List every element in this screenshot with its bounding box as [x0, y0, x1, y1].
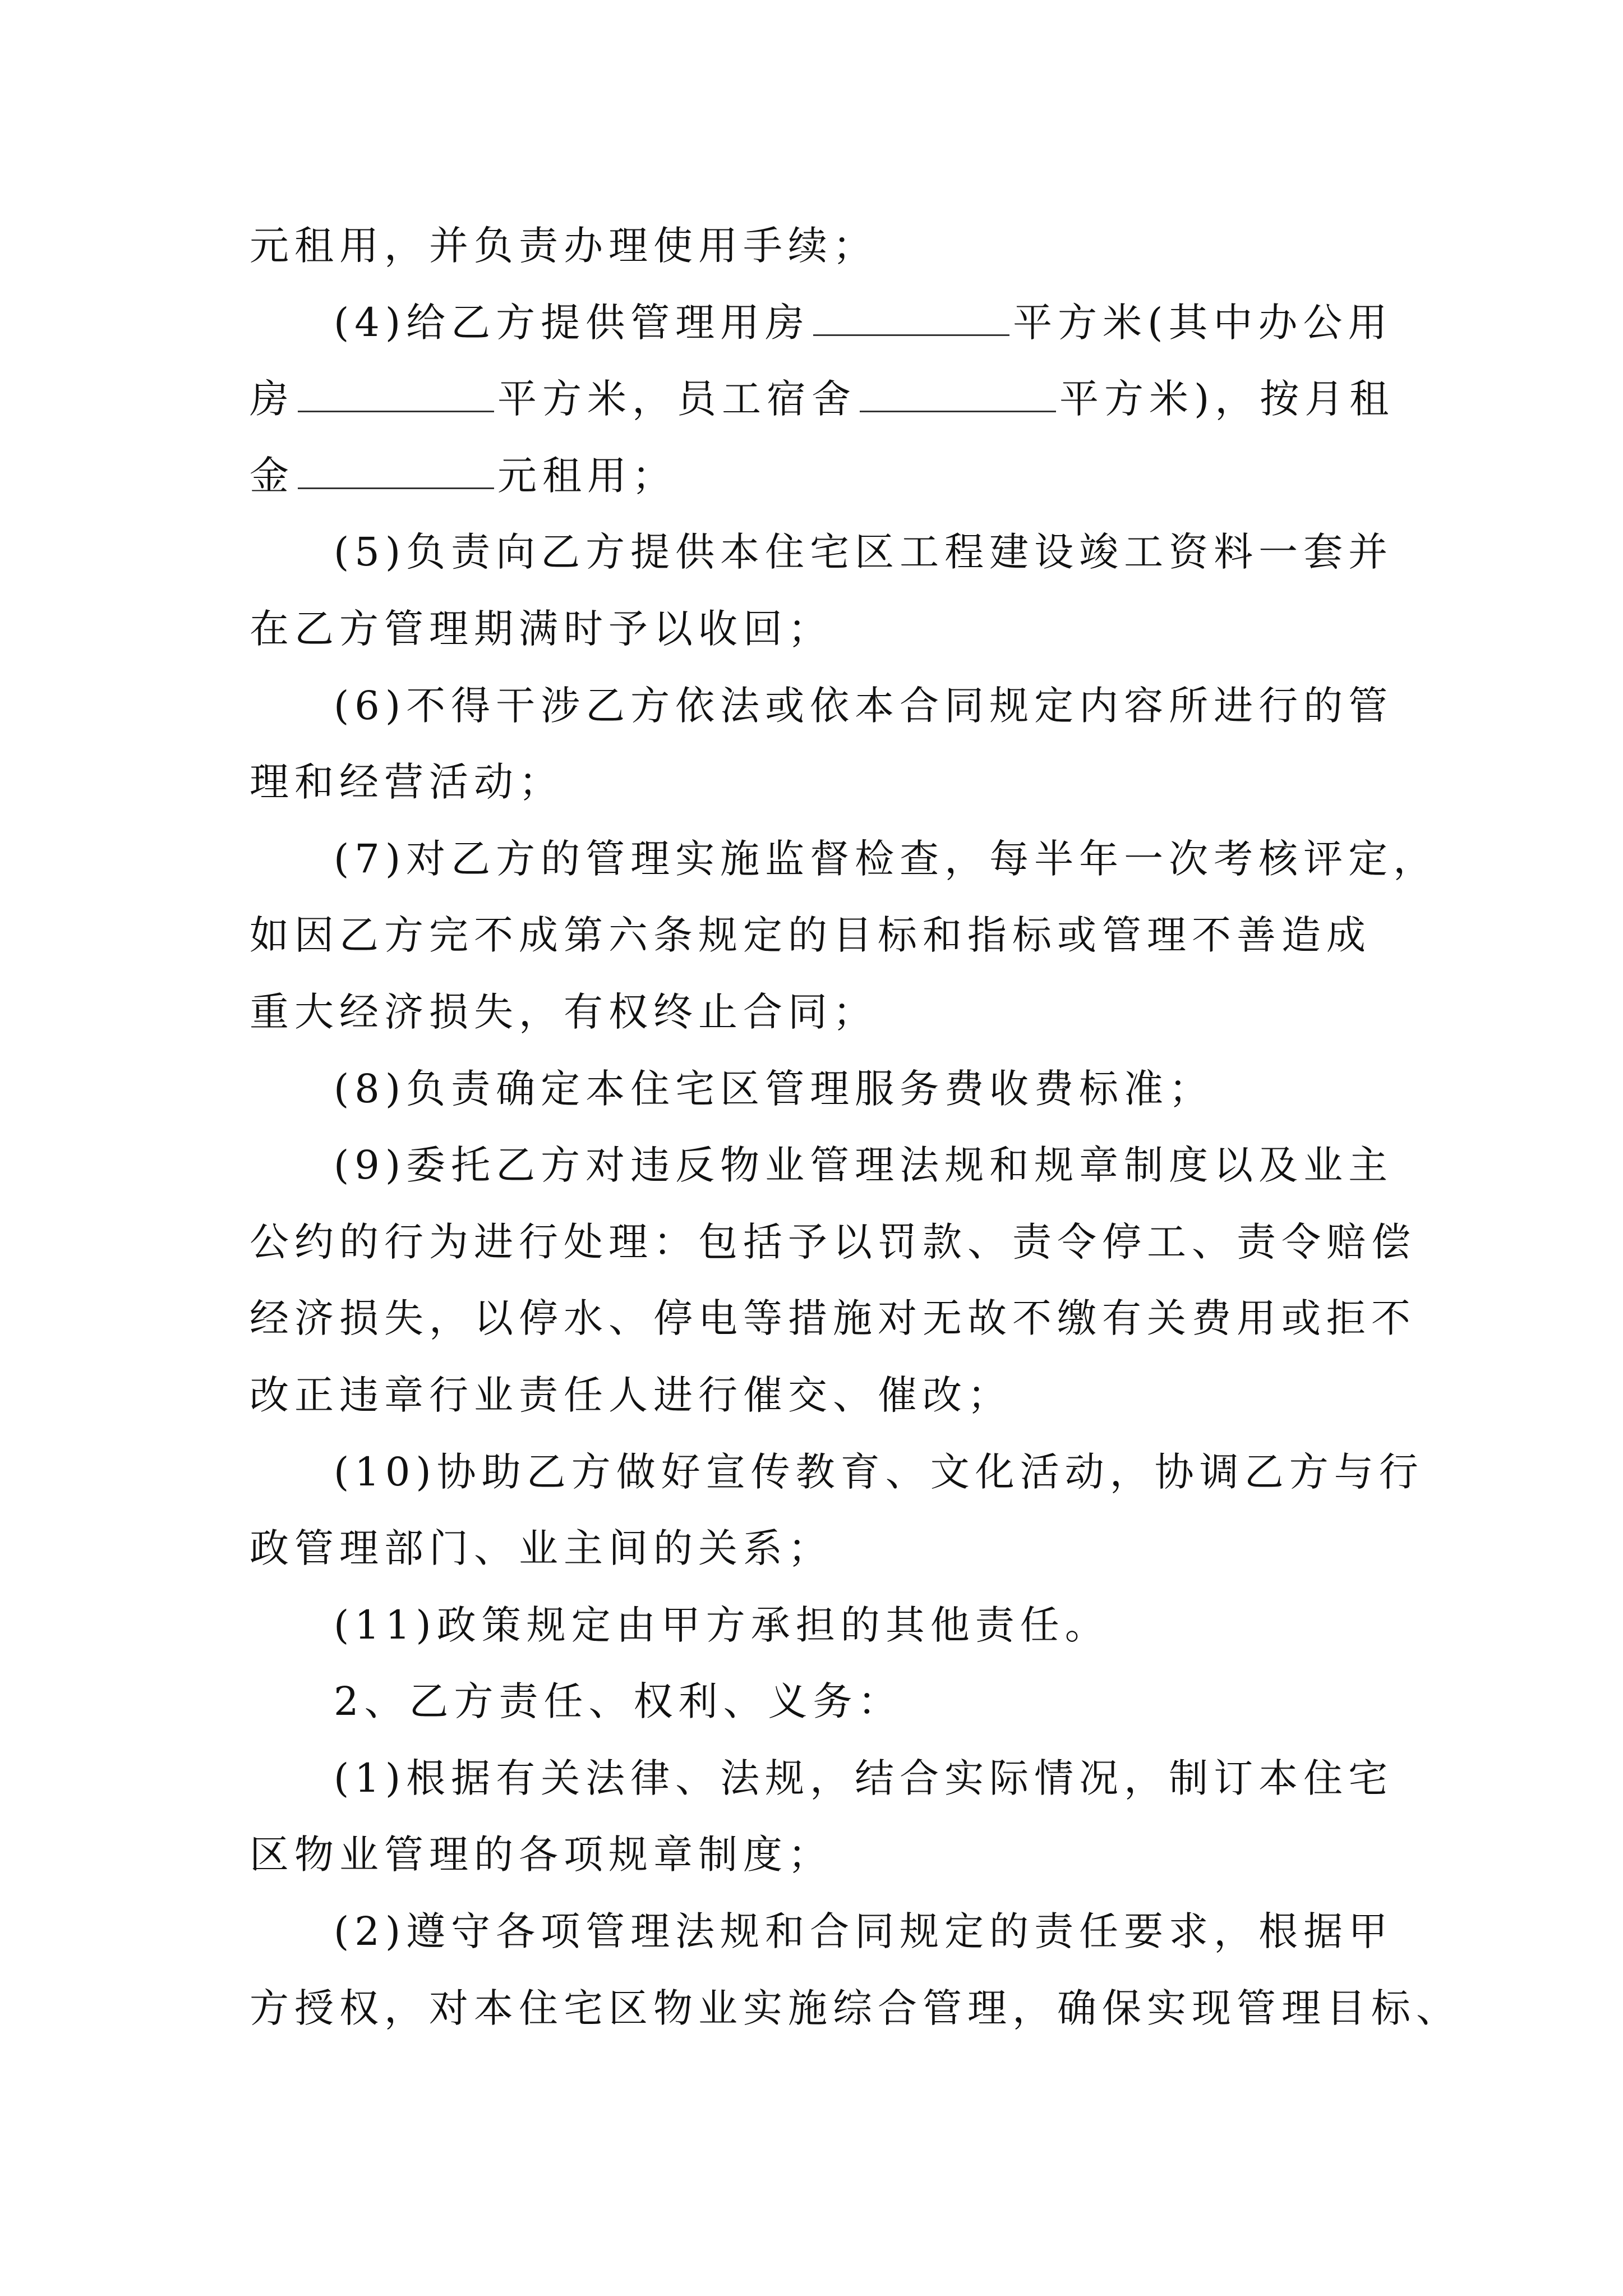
text-line: 公约的行为进行处理：包括予以罚款、责令停工、责令赔偿 [250, 1218, 1416, 1265]
text-line: 2、乙方责任、权利、义务： [334, 1678, 903, 1725]
text-line: 政管理部门、业主间的关系； [250, 1525, 833, 1572]
text-line: (9)委托乙方对违反物业管理法规和规章制度以及业主 [334, 1142, 1394, 1189]
text-line: 方授权，对本住宅区物业实施综合管理，确保实现管理目标、 [250, 1985, 1461, 2031]
text-line: 经济损失，以停水、停电等措施对无故不缴有关费用或拒不 [250, 1295, 1416, 1342]
text-line: 理和经营活动； [250, 759, 564, 806]
text-segment: 平方米(其中办公用 [1013, 299, 1393, 346]
text-line: (2)遵守各项管理法规和合同规定的责任要求，根据甲 [334, 1908, 1394, 1955]
fill-in-blank [860, 379, 1056, 412]
text-line [250, 438, 1388, 514]
text-segment: 金 [250, 452, 294, 499]
fill-in-blank [298, 456, 494, 489]
text-line: 改正违章行业责任人进行催交、催改； [250, 1372, 1012, 1418]
text-line: 在乙方管理期满时予以收回； [250, 605, 833, 652]
text-line: (7)对乙方的管理实施监督检查，每半年一次考核评定， [334, 835, 1438, 882]
text-line: 重大经济损失，有权终止合同； [250, 988, 878, 1035]
document-body [250, 208, 1461, 2046]
text-line [250, 284, 1393, 361]
text-line: (5)负责向乙方提供本住宅区工程建设竣工资料一套并 [334, 529, 1394, 576]
text-segment: 房 [250, 376, 294, 422]
text-line [250, 361, 1395, 438]
fill-in-blank [813, 303, 1009, 336]
text-line: (10)协助乙方做好宣传教育、文化活动，协调乙方与行 [334, 1448, 1424, 1495]
text-line: 元租用，并负责办理使用手续； [250, 223, 878, 269]
text-line: (6)不得干涉乙方依法或依本合同规定内容所进行的管 [334, 682, 1394, 729]
text-segment: 元租用； [497, 452, 677, 499]
text-line: (1)根据有关法律、法规，结合实际情况，制订本住宅 [334, 1755, 1394, 1801]
text-line: 区物业管理的各项规章制度； [250, 1832, 833, 1878]
text-line: (8)负责确定本住宅区管理服务费收费标准； [334, 1065, 1214, 1112]
text-segment: (4)给乙方提供管理用房 [334, 299, 810, 346]
text-segment: 平方米)，按月租 [1059, 376, 1395, 422]
fill-in-blank [298, 379, 494, 412]
text-line: (11)政策规定由甲方承担的其他责任。 [334, 1602, 1110, 1648]
text-segment: 平方米，员工宿舍 [497, 376, 856, 422]
text-line: 如因乙方完不成第六条规定的目标和指标或管理不善造成 [250, 912, 1371, 959]
